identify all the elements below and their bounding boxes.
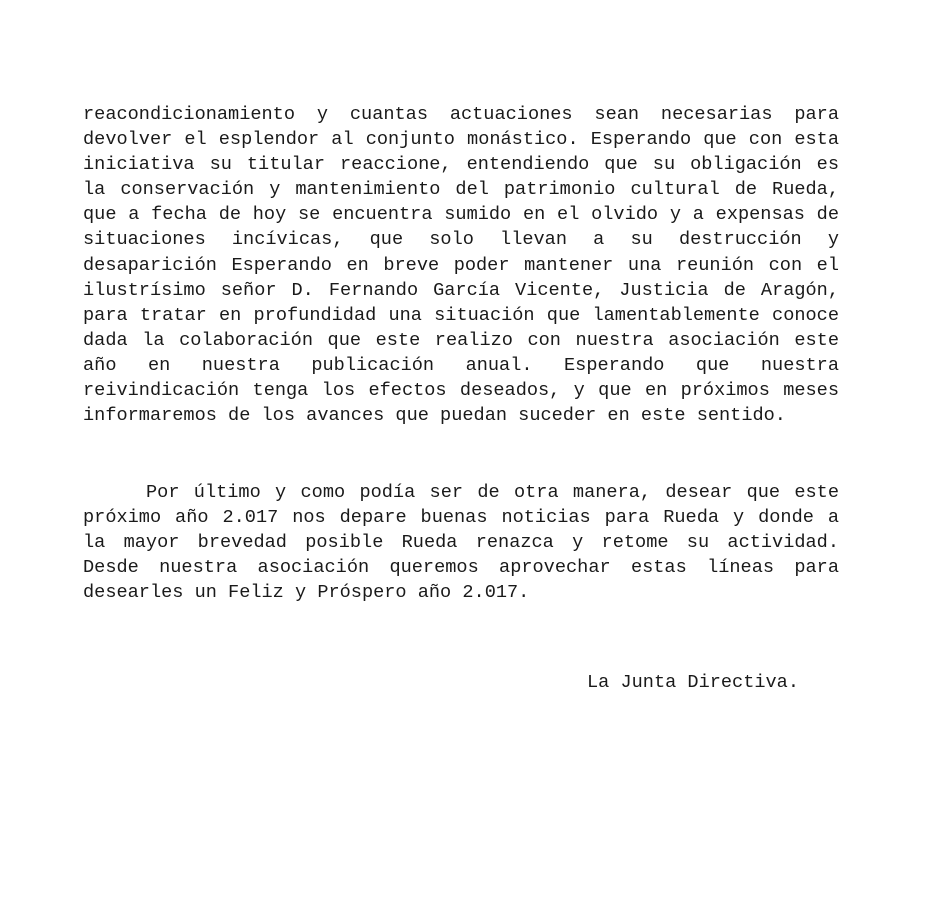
body-paragraph-1: reacondicionamiento y cuantas actuaciones sean necesarias para devolver el esplendor al conjunto monástico. Esperando que con esta iniciativa su titular reaccione, entendiendo que su obligación es la conservación y mantenimiento del patrimonio cultural de Rueda, que a fecha de hoy se encuentra sumido en el olvido y a expensas de situaciones incívicas, que solo llevan a su destrucción y desaparición Esperando en breve poder mantener una reunión con el ilustrísimo señor D. Fernando García Vicente, Justicia de Aragón, para tratar en profundidad una situación que lamentablemente conoce dada la colaboración que este realizo con nuestra asociación este año en nuestra publicación anual. Esperando que nuestra reivindicación tenga los efectos deseados, y que en próximos meses informaremos de los avances que puedan suceder en este sentido. [83,104,839,427]
signature: La Junta Directiva. [587,672,800,693]
body-paragraph-2: Por último y como podía ser de otra manera, desear que este próximo año 2.017 nos depare buenas noticias para Rueda y donde a la mayor brevedad posible Rueda renazca y retome su actividad. Desde nuestra asociación queremos aprovechar estas líneas para desearles un Feliz y Próspero año 2.017. [83,482,839,604]
